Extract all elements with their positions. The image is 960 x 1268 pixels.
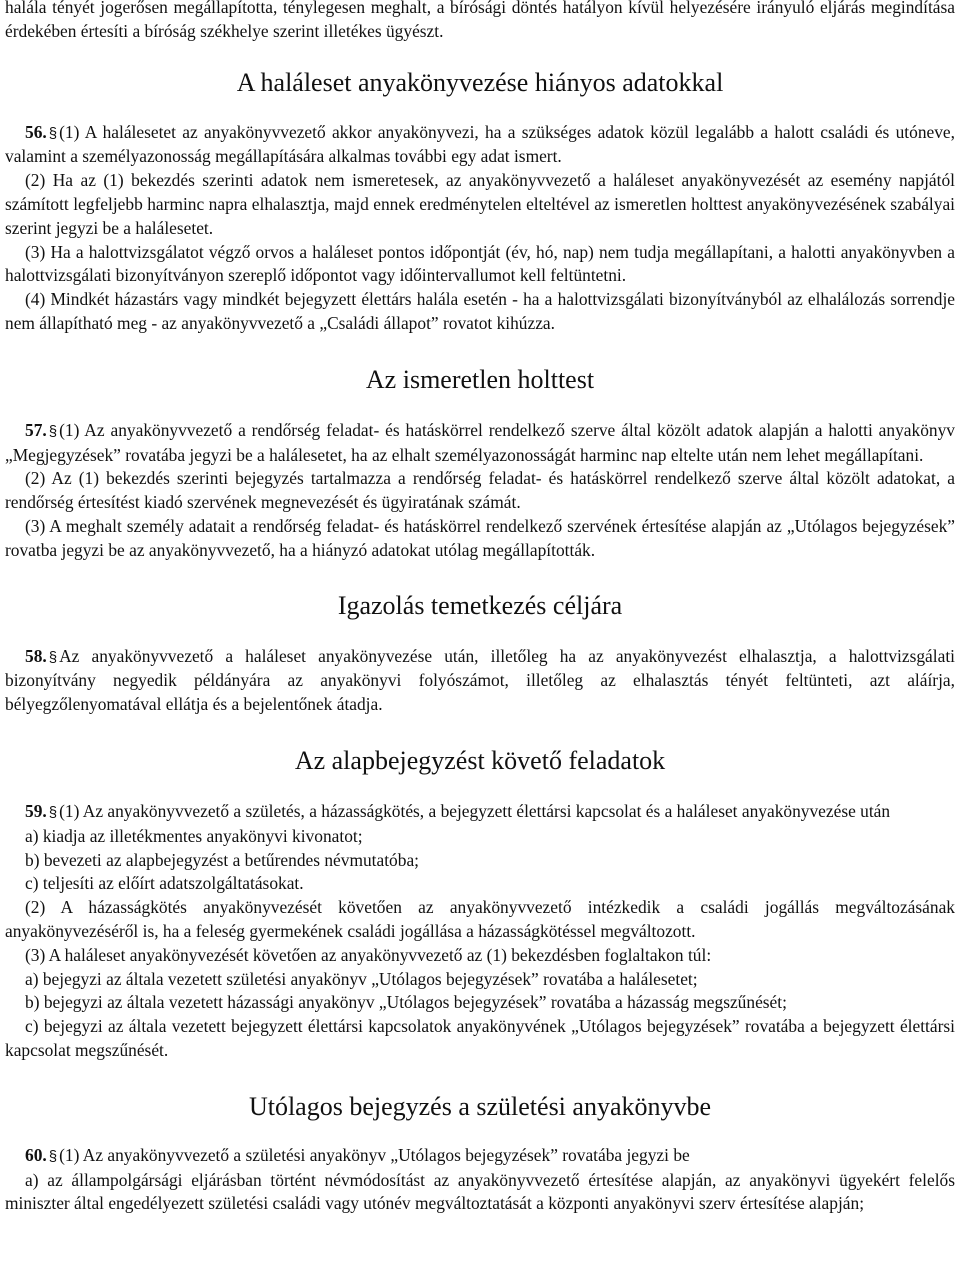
section-59-para-1: 59. § (1) Az anyakönyvvezető a születés, a házasságkötés, a bejegyzett élettársi kapcsolat és a haláleset anyakönyvezése után [25, 800, 891, 821]
heading-birth-register-entry: Utólagos bejegyzés a születési anyakönyvbe [248, 1091, 712, 1121]
section-number: 60. [25, 1144, 47, 1165]
list-item: c) bejegyzi az általa vezetett bejegyzett élettársi kapcsolatok anyakönyvének „Utólagos bejegyzések” rovatába a bejegyzett élettársi kapcsolat megszűnését. [5, 1016, 955, 1060]
section-number: 58. [25, 645, 47, 666]
list-item: a) bejegyzi az általa vezetett születési anyakönyv „Utólagos bejegyzések” rovatába a halálesetet; [25, 968, 698, 989]
section-59-para-2: (2) A házasságkötés anyakönyvezését követően az anyakönyvvezető intézkedik a családi jogállás megváltozásának anyakönyvezéséről is, ha a feleség gyermekének családi jogállása a házasságkötéssel megváltozott. [5, 897, 955, 941]
section-56-para-1: 56. § (1) A halálesetet az anyakönyvvezető akkor anyakönyvezi, ha a szükséges adatok közül legalább a halott családi és utóneve, valamint a személyazonosság megállapítására alkalmas további egy adat ismert. [5, 121, 955, 167]
section-symbol-icon: § [48, 803, 58, 821]
heading-burial-certificate: Igazolás temetkezés céljára [337, 590, 623, 620]
section-56-para-3: (3) Ha a halottvizsgálatot végző orvos a haláleset pontos időpontját (év, hó, nap) nem tudja megállapítani, a halotti anyakönyvben a halottvizsgálati bizonyítványon szereplő időpontot vagy időintervallumot kell feltüntetni. [5, 241, 955, 286]
section-60-para-1: 60. § (1) Az anyakönyvvezető a születési anyakönyv „Utólagos bejegyzések” rovatába jegyzi be [25, 1144, 690, 1165]
section-57-para-3: (3) A meghalt személy adatait a rendőrség feladat- és hatáskörrel rendelkező szervének értesítése alapján az „Utólagos bejegyzések” rovatba jegyzi be az anyakönyvvezető, ha a hiányzó adatokat utólag megállapították. [5, 515, 955, 560]
section-number: 56. [25, 121, 47, 142]
list-item: b) bejegyzi az általa vezetett házassági anyakönyv „Utólagos bejegyzések” rovatába a házasság megszűnését; [25, 992, 787, 1013]
intro-paragraph: halála tényét jogerősen megállapította, ténylegesen meghalt, a bírósági döntés hatályon kívül helyezésére irányuló eljárás megindítása érdekében értesíti a bíróság székhelye szerint illetékes ügyészt. [5, 0, 955, 41]
list-item: a) az állampolgársági eljárásban történt névmódosítást az anyakönyvvezető értesítése alapján, az anyakönyvi ügyekért felelős miniszter által engedélyezett születési családi vagy utónév megváltoztatását a központi anyakönyvi szerv értesítése alapján; [5, 1169, 955, 1214]
list-item: c) teljesíti az előírt adatszolgáltatásokat. [25, 873, 304, 894]
heading-unknown-body: Az ismeretlen holttest [365, 364, 595, 394]
section-59-para-3: (3) A haláleset anyakönyvezését követően az anyakönyvvezető az (1) bekezdésben foglaltakon túl: [25, 944, 712, 965]
heading-followup-tasks: Az alapbejegyzést követő feladatok [294, 745, 666, 775]
section-symbol-icon: § [48, 422, 58, 440]
list-item: a) kiadja az illetékmentes anyakönyvi kivonatot; [25, 825, 363, 846]
section-57-para-2: (2) Az (1) bekezdés szerinti bejegyzés tartalmazza a rendőrség feladat- és hatáskörrel rendelkező szerve által közölt adatokat, a rendőrség értesítést kiadó szervének megnevezését és ügyiratának számát. [5, 468, 955, 513]
section-symbol-icon: § [48, 1147, 58, 1165]
section-56-para-4: (4) Mindkét házastárs vagy mindkét bejegyzett élettárs halála esetén - ha a halottvizsgálati bizonyítványból az elhalálozás sorrendje nem állapítható meg - az anyakönyvvezető a „Családi állapot” rovatot kihúzza. [5, 289, 955, 333]
section-57-para-1: 57. § (1) Az anyakönyvvezető a rendőrség feladat- és hatáskörrel rendelkező szerve által közölt adatok alapján a halotti anyakönyv „Megjegyzések” rovatába jegyzi be a halálesetet, ha az elhalt személyazonosságát harminc nap eltelte után nem lehet megállapítani. [5, 419, 955, 465]
section-number: 59. [25, 800, 47, 821]
section-number: 57. [25, 419, 47, 440]
heading-incomplete-data: A haláleset anyakönyvezése hiányos adatokkal [236, 67, 724, 97]
list-item: b) bevezeti az alapbejegyzést a betűrendes névmutatóba; [25, 849, 419, 870]
section-symbol-icon: § [48, 648, 58, 666]
section-56-para-2: (2) Ha az (1) bekezdés szerinti adatok nem ismeretesek, az anyakönyvvezető a haláleset anyakönyvezését az esemény napjától számított legfeljebb harminc napra elhalasztja, majd ennek eredménytelen elteltével az ismeretlen holttest anyakönyvezésének szabályai szerint jegyzi be a halálesetet. [5, 170, 955, 238]
section-58-para-1: 58. § Az anyakönyvvezető a haláleset anyakönyvezése után, illetőleg ha az anyakönyvezést elhalasztja, a halottvizsgálati bizonyítvány negyedik példányára az anyakönyvi folyószámot, illetőleg az elhalasztás tényét feltünteti, azt aláírja, bélyegzőlenyomatával ellátja és a bejelentőnek átadja. [5, 645, 955, 715]
section-symbol-icon: § [48, 124, 58, 142]
